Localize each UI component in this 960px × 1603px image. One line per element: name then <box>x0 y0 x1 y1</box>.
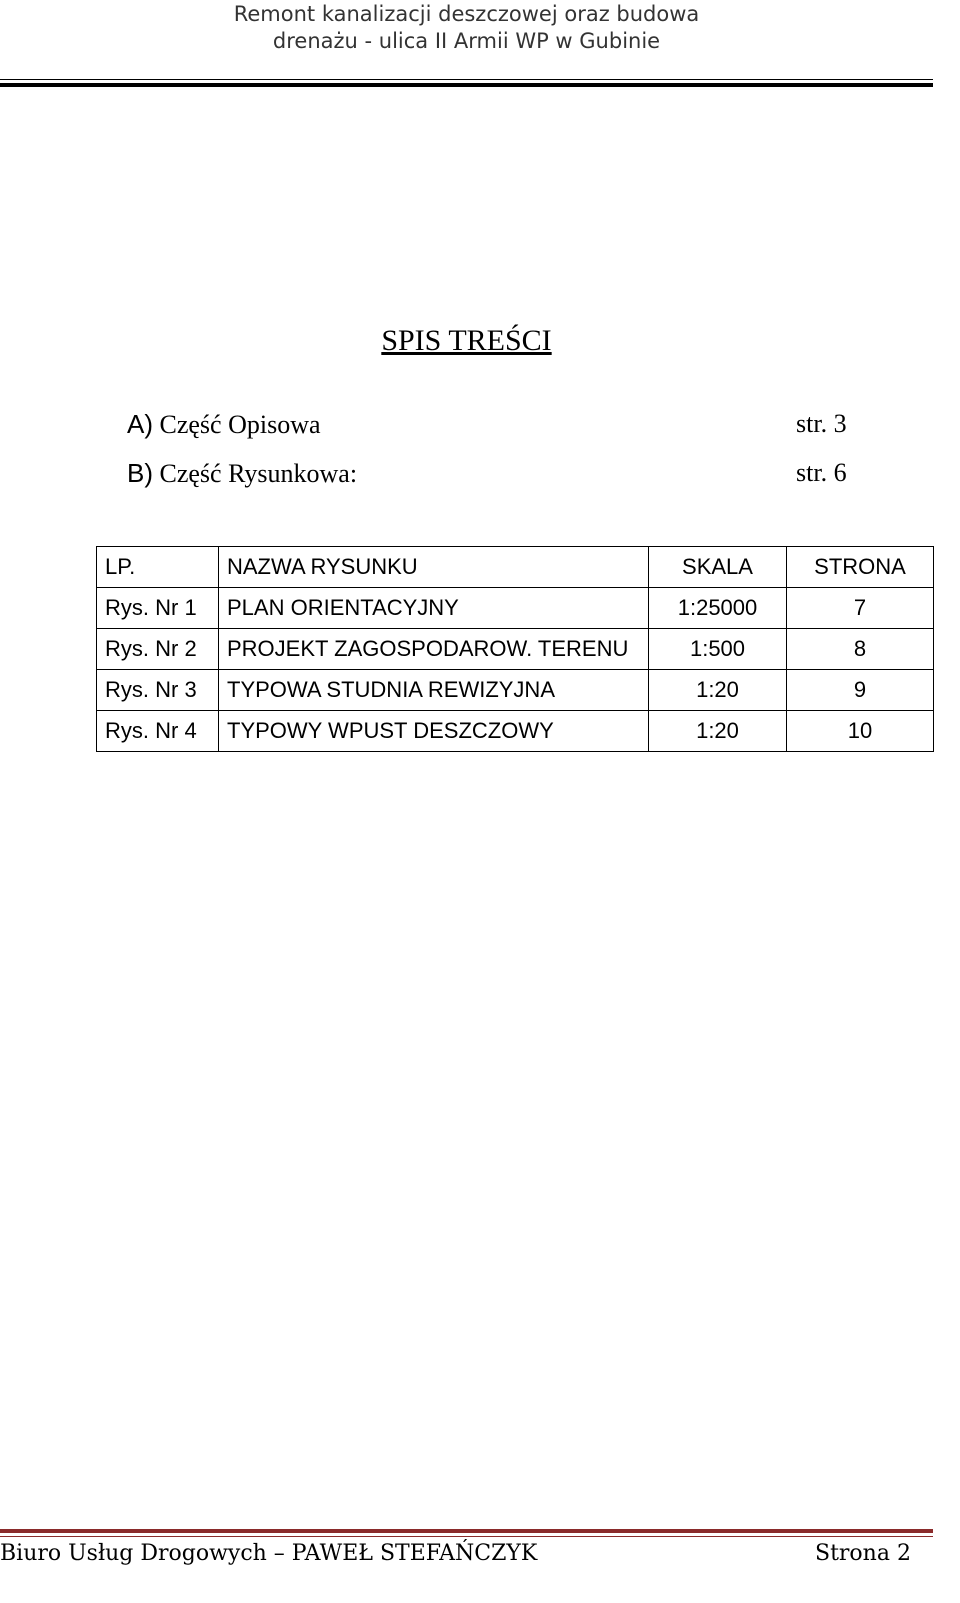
table-row <box>97 629 934 670</box>
toc-entry-page: str. 6 <box>796 458 847 487</box>
toc-entry-letter: B) <box>127 458 153 488</box>
table-header-cell: STRONA <box>787 547 934 588</box>
table-cell-lp: Rys. Nr 2 <box>97 629 219 670</box>
footer-company: Biuro Usług Drogowych – PAWEŁ STEFAŃCZYK <box>0 1541 538 1566</box>
table-row <box>97 670 934 711</box>
toc-entry-page: str. 3 <box>796 409 847 438</box>
table-cell-name: TYPOWY WPUST DESZCZOWY <box>219 711 649 752</box>
drawings-table <box>96 546 934 752</box>
table-cell-page: 8 <box>787 629 934 670</box>
table-cell-scale: 1:20 <box>649 670 787 711</box>
header-rule-thin <box>0 79 933 80</box>
header-title-line1: Remont kanalizacji deszczowej oraz budowa <box>233 2 700 26</box>
toc-entry-b <box>127 457 357 490</box>
table-row <box>97 588 934 629</box>
table-cell-scale: 1:20 <box>649 711 787 752</box>
footer-page-number: Strona 2 <box>815 1541 911 1566</box>
table-cell-lp: Rys. Nr 1 <box>97 588 219 629</box>
table-cell-page: 9 <box>787 670 934 711</box>
header-rule-thick <box>0 83 933 87</box>
table-header-row <box>97 547 934 588</box>
table-cell-lp: Rys. Nr 3 <box>97 670 219 711</box>
table-cell-page: 7 <box>787 588 934 629</box>
toc-entry-label: Część Opisowa <box>159 410 321 439</box>
toc-title: SPIS TREŚCI <box>381 324 552 357</box>
toc-entry-label: Część Rysunkowa: <box>159 459 358 488</box>
table-cell-name: TYPOWA STUDNIA REWIZYJNA <box>219 670 649 711</box>
table-cell-scale: 1:500 <box>649 629 787 670</box>
table-header-cell: NAZWA RYSUNKU <box>219 547 649 588</box>
table-row <box>97 711 934 752</box>
toc-entry-letter: A) <box>127 409 153 439</box>
table-header-cell: SKALA <box>649 547 787 588</box>
footer-rule-thin <box>0 1536 933 1537</box>
table-header-cell: LP. <box>97 547 219 588</box>
table-cell-name: PLAN ORIENTACYJNY <box>219 588 649 629</box>
table-cell-page: 10 <box>787 711 934 752</box>
table-cell-scale: 1:25000 <box>649 588 787 629</box>
table-cell-name: PROJEKT ZAGOSPODAROW. TERENU <box>219 629 649 670</box>
footer-rule-thick <box>0 1529 933 1533</box>
header-title-line2: drenażu - ulica II Armii WP w Gubinie <box>272 29 661 53</box>
toc-entry-a <box>127 408 321 441</box>
table-cell-lp: Rys. Nr 4 <box>97 711 219 752</box>
